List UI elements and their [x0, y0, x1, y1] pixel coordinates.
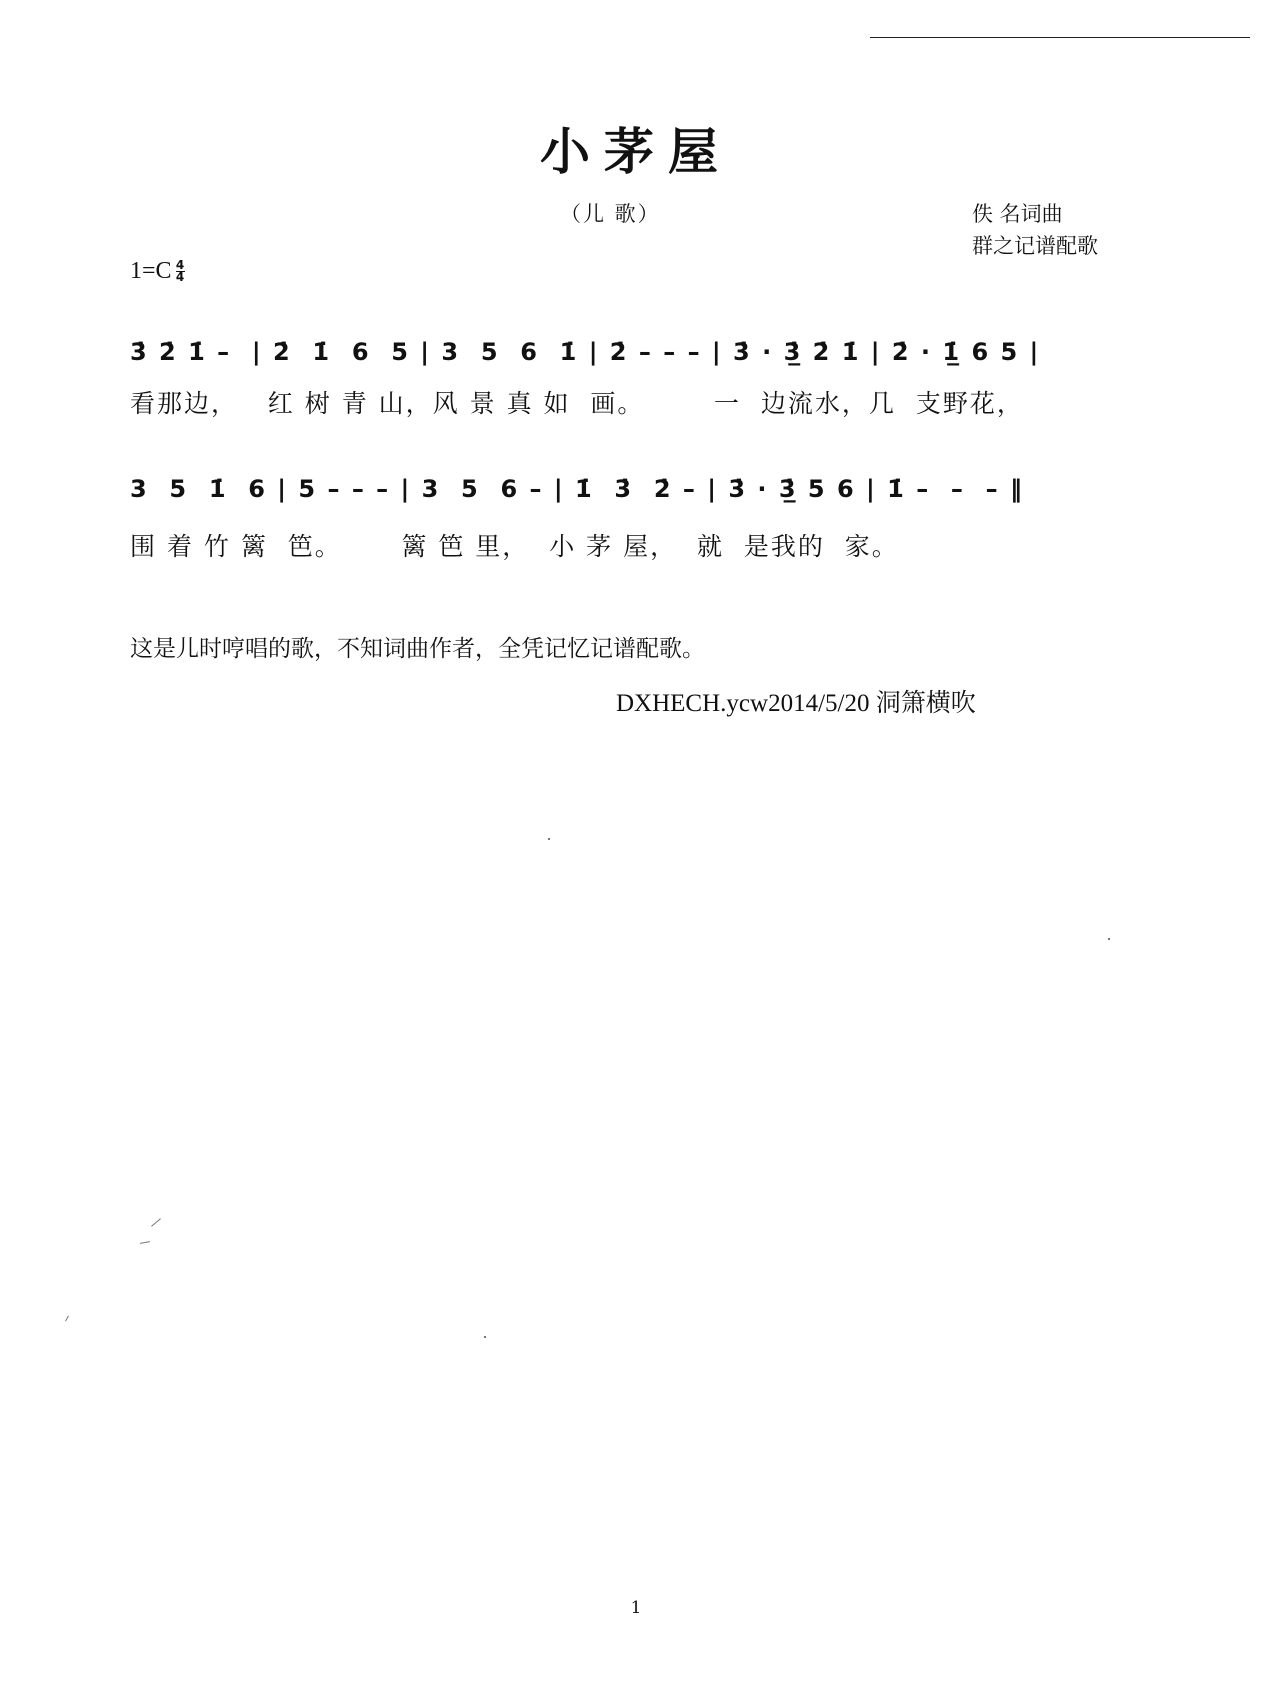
key-signature	[130, 258, 185, 285]
page-number: 1	[630, 1598, 642, 1618]
scan-speck	[65, 1316, 69, 1322]
scan-speck	[151, 1218, 161, 1226]
song-subtitle: （儿 歌）	[560, 202, 661, 226]
scan-speck	[1108, 938, 1110, 940]
scan-speck	[140, 1241, 150, 1244]
score-lyrics-line-2: 围 着 竹 篱 笆。 篱 笆 里， 小 茅 屋， 就 是我的 家。	[130, 532, 899, 561]
song-title: 小茅屋	[540, 123, 732, 181]
credit-arranger: 群之记谱配歌	[972, 234, 1098, 258]
time-signature	[176, 260, 185, 283]
scan-speck	[484, 1336, 486, 1338]
key-label: 1=C	[130, 258, 172, 284]
score-notes-line-2: 3 5 1̇ 6 | 5 – – – | 3 5 6 – | 1̇ 3̇ 2̇ – | 3̇ · 3̲̇ 5 6 | 1̇ – – – ‖	[130, 475, 1024, 503]
scan-speck	[548, 838, 550, 840]
remark-text: 这是儿时哼唱的歌，不知词曲作者，全凭记忆记谱配歌。	[130, 636, 705, 662]
top-rule	[870, 37, 1250, 38]
signature: DXHECH.ycw2014/5/20 洞箫横吹	[616, 690, 976, 717]
time-signature-top: 4	[175, 258, 185, 272]
score-notes-line-1: 3̇ 2̇ 1̇ – | 2̇ 1̇ 6 5 | 3 5 6 1̇ | 2̇ – – – | 3̇ · 3̲̇ 2̇ 1̇ | 2̇ · 1̲̇ 6 5 |	[130, 338, 1041, 366]
score-lyrics-line-1: 看那边， 红 树 青 山，风 景 真 如 画。 一 边流水，几 支野花，	[130, 389, 1024, 418]
credit-composer: 佚 名词曲	[972, 202, 1063, 226]
time-signature-bottom: 4	[175, 270, 185, 284]
